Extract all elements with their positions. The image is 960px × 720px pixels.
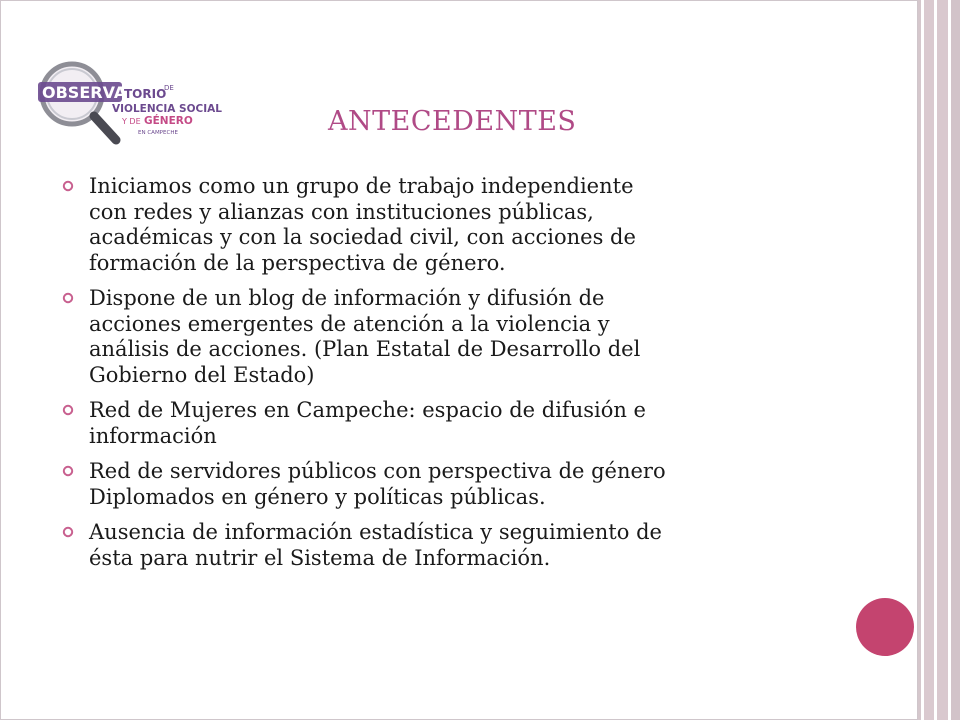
- decorative-stripes: [918, 0, 960, 720]
- bullet-list: [60, 174, 820, 581]
- ring-icon: [62, 180, 74, 192]
- list-item: [60, 398, 820, 449]
- list-item: [60, 459, 820, 510]
- list-item: [60, 286, 820, 388]
- ring-icon: [62, 404, 74, 416]
- decorative-circle: [856, 598, 914, 656]
- list-item: [60, 520, 820, 571]
- ring-icon: [62, 526, 74, 538]
- list-item: [60, 174, 820, 276]
- ring-icon: [62, 465, 74, 477]
- logo-word-de: DE: [164, 84, 174, 92]
- observatorio-logo: [34, 58, 224, 150]
- bullet-text: Ausencia de información estadística y seguimiento de ésta para nutrir el Sistema de Información.: [89, 520, 662, 570]
- bullet-text: Red de Mujeres en Campeche: espacio de difusión e información: [89, 398, 646, 448]
- logo-line-y-de: Y DE: [122, 117, 141, 126]
- ring-icon: [62, 292, 74, 304]
- bullet-text: Red de servidores públicos con perspectiva de género Diplomados en género y políticas públicas.: [89, 459, 666, 509]
- bullet-text: Iniciamos como un grupo de trabajo independiente con redes y alianzas con instituciones públicas, académicas y con la sociedad civil, con acciones de formación de la perspectiva de género.: [89, 174, 636, 275]
- logo-word-observa: OBSERVA: [42, 83, 127, 102]
- logo-line-campeche: EN CAMPECHE: [138, 130, 178, 136]
- bullet-text: Dispone de un blog de información y difusión de acciones emergentes de atención a la violencia y análisis de acciones. (Plan Estatal de Desarrollo del Gobierno del Estado): [89, 286, 641, 387]
- logo-line-genero: GÉNERO: [144, 115, 193, 127]
- magnifier-icon: [34, 58, 224, 150]
- slide-title: ANTECEDENTES: [328, 106, 577, 137]
- logo-word-torio: TORIO: [124, 87, 167, 101]
- logo-line-violencia: VIOLENCIA SOCIAL: [112, 103, 222, 115]
